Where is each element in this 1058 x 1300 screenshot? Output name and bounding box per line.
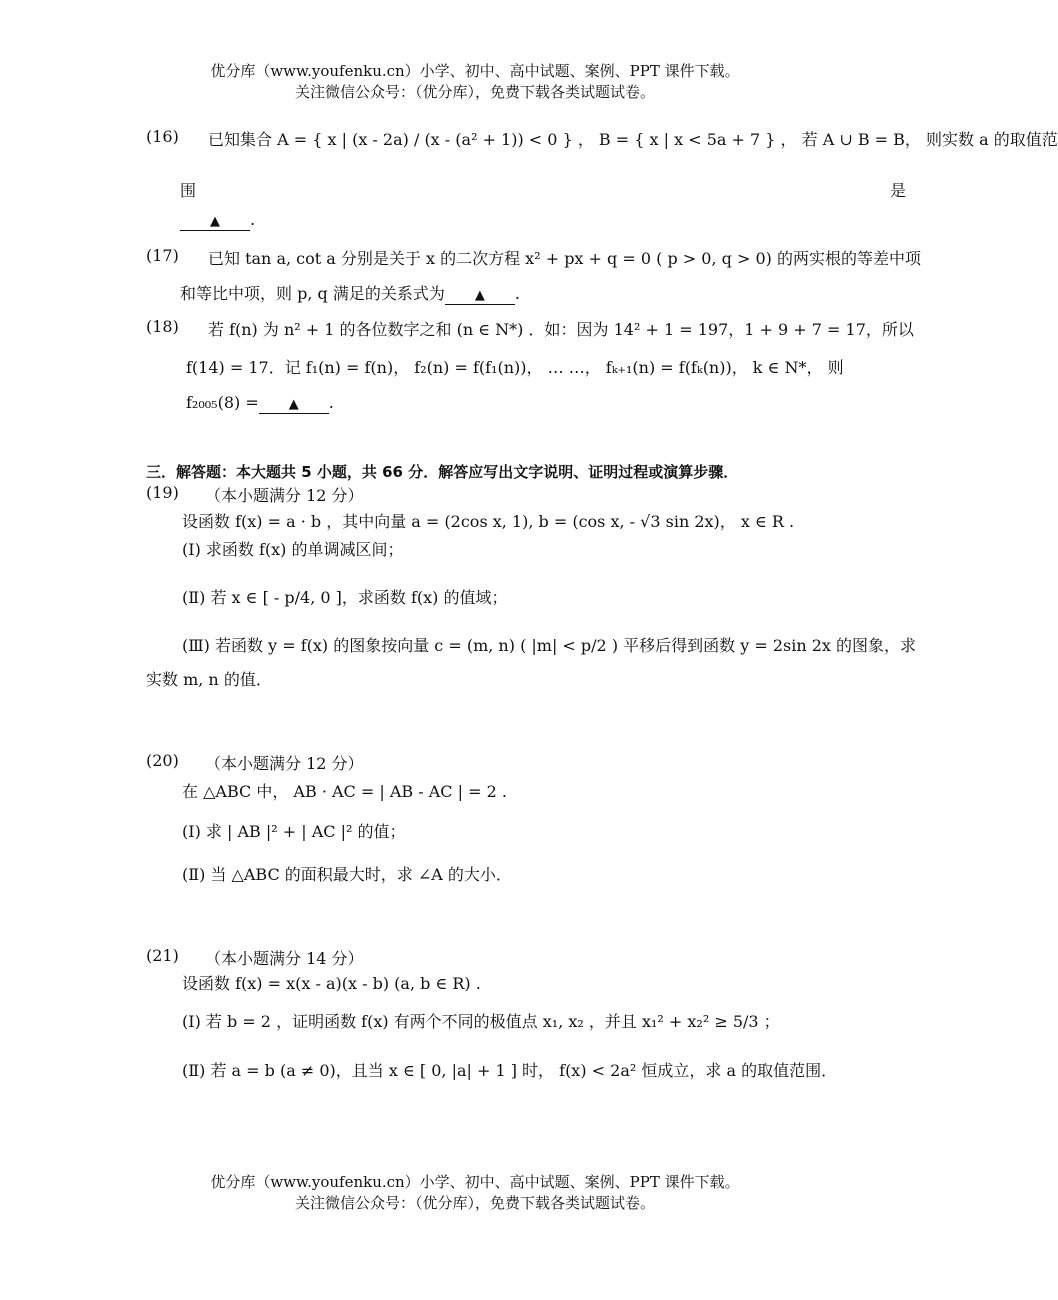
question-number: (17) (146, 246, 179, 265)
question-number: (21) (146, 946, 179, 965)
question-19-part-2: (Ⅱ) 若 x ∈ [ - p/4, 0 ]，求函数 f(x) 的值域； (182, 588, 508, 607)
period: . (328, 393, 334, 412)
question-19-part-3-cont: 实数 m, n 的值． (146, 670, 272, 689)
question-16-line-1: 已知集合 A = { x | (x - 2a) / (x - (a² + 1)) < 0 } ， B = { x | x < 5a + 7 } ， 若 A ∪ B = B， 则实数 a 的取值范 (208, 130, 1058, 149)
question-18-line-2: f(14) = 17．记 f₁(n) = f(n)， f₂(n) = f(f₁(n))， … …， fₖ₊₁(n) = f(fₖ(n))， k ∈ N*， 则 (186, 358, 844, 377)
question-20-stem: 在 △ABC 中， AB · AC = | AB - AC | = 2 . (182, 782, 507, 801)
period: . (250, 210, 256, 229)
question-score: （本小题满分 14 分） (205, 949, 364, 968)
question-18-line-3: f₂₀₀₅(8) = (186, 393, 259, 412)
question-20-part-1: (Ⅰ) 求 | AB |² + | AC |² 的值； (182, 822, 406, 841)
answer-blank[interactable]: ▲ (445, 288, 515, 305)
question-17-line-2: 和等比中项，则 p, q 满足的关系式为 (180, 284, 445, 303)
question-16-line-2-right: 是 (889, 181, 906, 200)
question-19-part-1: (Ⅰ) 求函数 f(x) 的单调减区间； (182, 540, 404, 559)
question-19-part-3: (Ⅲ) 若函数 y = f(x) 的图象按向量 c = (m, n) ( |m| < p/2 ) 平移后得到函数 y = 2sin 2x 的图象，求 (182, 636, 917, 655)
question-number: (18) (146, 317, 179, 336)
question-20-part-2: (Ⅱ) 当 △ABC 的面积最大时，求 ∠A 的大小． (182, 865, 512, 884)
question-score: （本小题满分 12 分） (205, 486, 364, 505)
answer-blank[interactable]: ▲ (259, 397, 329, 414)
question-17-line-1: 已知 tan a, cot a 分别是关于 x 的二次方程 x² + px + q = 0 ( p > 0, q > 0) 的两实根的等差中项 (208, 249, 921, 268)
question-18-line-1: 若 f(n) 为 n² + 1 的各位数字之和 (n ∈ N*) ．如：因为 14² + 1 = 197，1 + 9 + 7 = 17，所以 (208, 320, 914, 339)
question-21-part-1: (Ⅰ) 若 b = 2 ，证明函数 f(x) 有两个不同的极值点 x₁, x₂ ，并且 x₁² + x₂² ≥ 5/3 ； (182, 1012, 780, 1031)
header-line-2: 关注微信公众号：（优分库），免费下载各类试题试卷。 (294, 83, 655, 101)
question-number: (16) (146, 127, 179, 146)
question-21-stem: 设函数 f(x) = x(x - a)(x - b) (a, b ∈ R) . (182, 974, 481, 993)
question-19-stem: 设函数 f(x) = a · b ，其中向量 a = (2cos x, 1), b = (cos x, - √3 sin 2x)， x ∈ R . (182, 512, 795, 531)
section-3-title: 三．解答题：本大题共 5 小题，共 66 分．解答应写出文字说明、证明过程或演算步骤． (146, 463, 739, 481)
question-16-line-2-left: 围 (180, 181, 197, 200)
footer-line-2: 关注微信公众号：（优分库），免费下载各类试题试卷。 (294, 1194, 655, 1212)
period: . (514, 284, 520, 303)
footer-line-1: 优分库（www.youfenku.cn）小学、初中、高中试题、案例、PPT 课件下载。 (210, 1173, 740, 1191)
question-number: (19) (146, 483, 179, 502)
question-21-part-2: (Ⅱ) 若 a = b (a ≠ 0)，且当 x ∈ [ 0, |a| + 1 ] 时， f(x) < 2a² 恒成立，求 a 的取值范围． (182, 1061, 838, 1080)
answer-blank[interactable]: ▲ (180, 214, 250, 231)
question-score: （本小题满分 12 分） (205, 754, 364, 773)
header-line-1: 优分库（www.youfenku.cn）小学、初中、高中试题、案例、PPT 课件下载。 (210, 62, 740, 80)
question-number: (20) (146, 751, 179, 770)
